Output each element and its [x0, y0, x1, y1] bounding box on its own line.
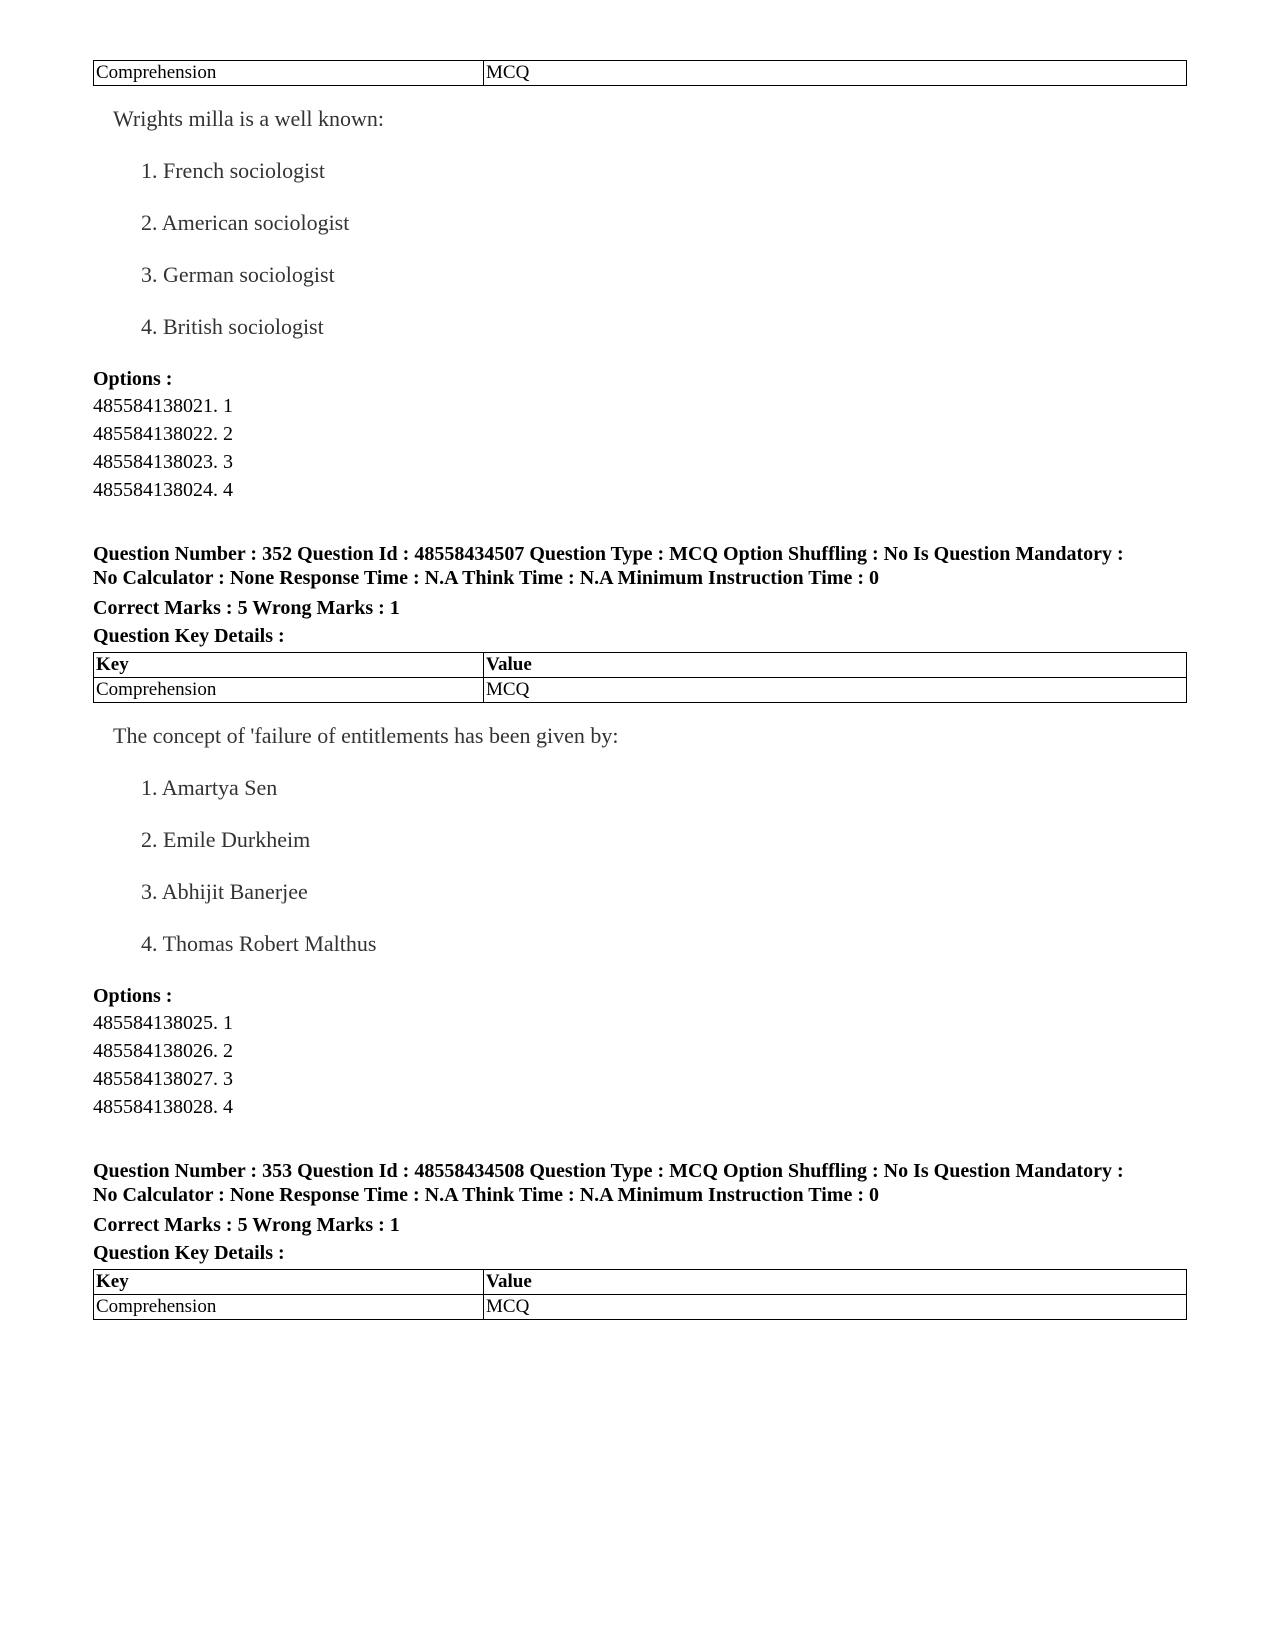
question-stem-351: Wrights milla is a well known: [113, 106, 385, 131]
column-header-value: Value [484, 653, 1187, 678]
table-row [94, 61, 1187, 86]
option-id: 485584138024. 4 [93, 479, 233, 501]
options-heading: Options : [93, 368, 173, 390]
list-item: 1. Amartya Sen [141, 775, 278, 800]
option-id: 485584138022. 2 [93, 423, 233, 445]
table-header-row [94, 653, 1187, 678]
list-item: 2. American sociologist [141, 210, 350, 235]
choice-list-352 [93, 775, 1187, 957]
question-stem-352: The concept of 'failure of entitlements has been given by: [113, 723, 619, 748]
document-page [93, 60, 1187, 1320]
option-id: 485584138023. 3 [93, 451, 233, 473]
value-cell: MCQ [484, 678, 1187, 703]
choice-list-351 [93, 158, 1187, 340]
key-cell: Comprehension [94, 61, 484, 86]
key-details-heading: Question Key Details : [93, 625, 285, 647]
column-header-key: Key [94, 653, 484, 678]
option-id: 485584138028. 4 [93, 1096, 233, 1118]
options-heading: Options : [93, 985, 173, 1007]
table-header-row [94, 1270, 1187, 1295]
table-row [94, 1295, 1187, 1320]
list-item: 3. Abhijit Banerjee [141, 879, 308, 904]
question-info-line: No Calculator : None Response Time : N.A Think Time : N.A Minimum Instruction Time : 0 [93, 567, 879, 589]
key-details-heading: Question Key Details : [93, 1242, 285, 1264]
key-details-table-351 [93, 60, 1187, 86]
value-cell: MCQ [484, 61, 1187, 86]
marks-line: Correct Marks : 5 Wrong Marks : 1 [93, 1214, 400, 1236]
question-info-353 [93, 1159, 1187, 1207]
option-id: 485584138027. 3 [93, 1068, 233, 1090]
list-item: 2. Emile Durkheim [141, 827, 311, 852]
list-item: 4. Thomas Robert Malthus [141, 931, 377, 956]
question-info-352 [93, 542, 1187, 590]
key-details-table-353 [93, 1269, 1187, 1320]
list-item: 4. British sociologist [141, 314, 324, 339]
column-header-value: Value [484, 1270, 1187, 1295]
question-info-line: Question Number : 352 Question Id : 48558434507 Question Type : MCQ Option Shuffling : No Is Question Mandatory : [93, 543, 1124, 565]
list-item: 3. German sociologist [141, 262, 335, 287]
list-item: 1. French sociologist [141, 158, 325, 183]
key-cell: Comprehension [94, 678, 484, 703]
option-id: 485584138021. 1 [93, 395, 233, 417]
question-info-line: No Calculator : None Response Time : N.A Think Time : N.A Minimum Instruction Time : 0 [93, 1184, 879, 1206]
column-header-key: Key [94, 1270, 484, 1295]
option-id: 485584138025. 1 [93, 1012, 233, 1034]
option-id: 485584138026. 2 [93, 1040, 233, 1062]
key-details-table-352 [93, 652, 1187, 703]
table-row [94, 678, 1187, 703]
value-cell: MCQ [484, 1295, 1187, 1320]
question-info-line: Question Number : 353 Question Id : 48558434508 Question Type : MCQ Option Shuffling : No Is Question Mandatory : [93, 1160, 1124, 1182]
marks-line: Correct Marks : 5 Wrong Marks : 1 [93, 597, 400, 619]
key-cell: Comprehension [94, 1295, 484, 1320]
